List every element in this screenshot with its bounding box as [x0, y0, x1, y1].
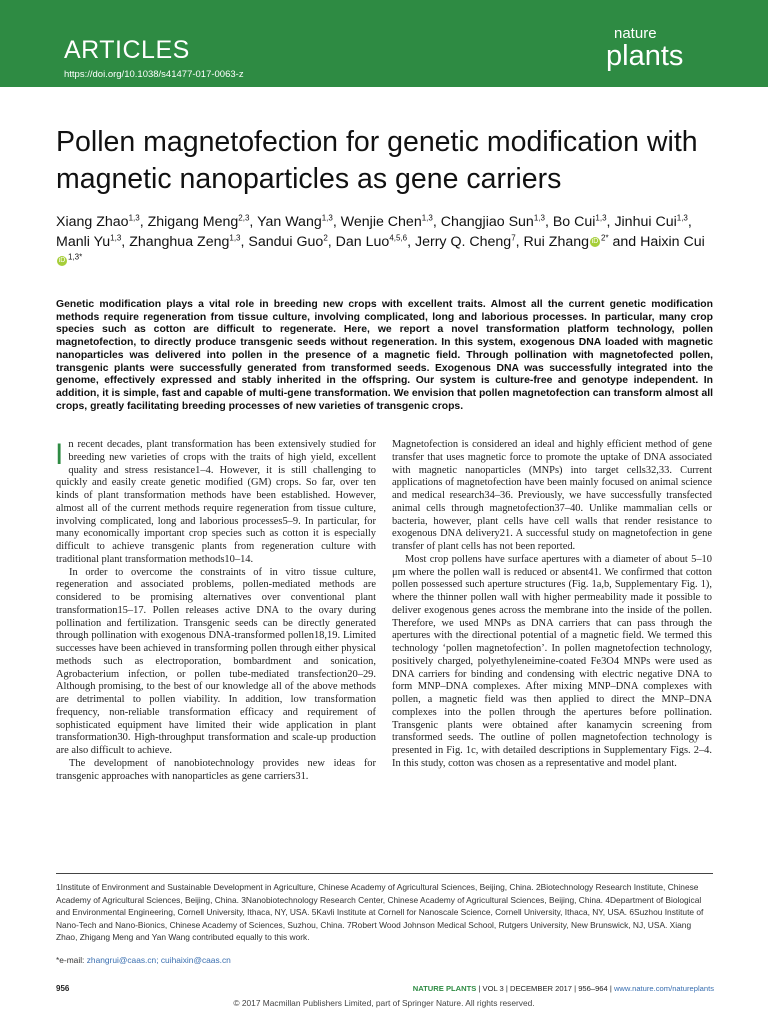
author-affiliation: 4,5,6 — [389, 232, 408, 242]
author-affiliation: 1,3 — [110, 232, 122, 242]
author-name: Jerry Q. Cheng — [415, 233, 512, 250]
email-label: *e-mail: — [56, 955, 87, 965]
body-column-left — [56, 439, 376, 783]
journal-logo-top: nature — [614, 25, 657, 42]
drop-cap: I — [55, 438, 64, 471]
author-affiliation: 1,3 — [321, 213, 333, 223]
author-affiliation: 1,3 — [595, 213, 607, 223]
body-paragraph: Most crop pollens have surface apertures with a diameter of about 5–10 μm where the pollen wall is reduced or absent41. We confirmed that cotton pollen possessed such aperture structures (Fig. 1a,b, Supplementary Fig. 1), where the thinner pollen wall with higher permeability made it possible to deliver exogenous genes across the membrane into the inside of the pollen. Therefore, we used MNPs as DNA carriers that can pass through the apertures with the directional potential of a magnetic field. We termed this technology ‘pollen magnetofection’. In pollen magnetofection technology, positively charged, polyethyleneimine-coated Fe3O4 MNPs were used as DNA carriers for binding and condensing with electric negative DNA to form MNP–DNA complexes. After mixing MNP–DNA complexes with pollen, a magnetic field was then applied to direct the MNP–DNA complexes into the pollen through the apertures before pollination. Transgenic plants were obtained after kanamycin screening from transformed seeds. The outline of pollen magnetofection technology is presented in Fig. 1c, with detailed descriptions in Supplementary Figs. 2–4. In this study, cotton was chosen as a representative and model plant. — [392, 553, 712, 769]
body-paragraph: In order to overcome the constraints of in vitro tissue culture, regeneration and associated problems, pollen-mediated methods are considered to be promising alternatives over conventional plant transformation15–17. Pollen releases active DNA to the ovary during pollination and fertilization. Transgenic seeds can be directly generated through pollination with exogenous DNA-transformed pollen18,19. Limited successes have been achieved in transforming pollen through either physical methods such as electroporation, bombardment and sonication, Agrobacterium infection, or pollen tube-mediated transfection20–29. Although promising, to the best of our knowledge all of the above methods are detrimental to pollen viability. In addition, low transformation frequency, non-reliable transformation efficacy and requirement of sophisticated equipment have limited their wide application in plant transformation30. High-throughput transformation and scale-up production are also difficult to achieve. — [56, 566, 376, 756]
author-list: Xiang Zhao$^{1,3}$, Zhigang Meng$^{2,3}$, Yan Wang$^{1,3}$, Wenjie Chen$^{1,3}$, Changjiao Sun$^{1,3}$, Bo Cui$^{1,3}$, Jinhui Cui$^{1,3}$, Manli Yu$^{1,3}$, Zhanghua Zeng$^{1,3}$, Sandui Guo$^2$, Dan Luo$^{4,5,6}$, Jerry Q. Cheng$^7$, Rui Zhang iD $^{2*}$ and Haixin CuiiD $^{1,3*}$ — [56, 213, 705, 265]
page-number: 956 — [56, 984, 70, 993]
author-affiliation: 2,3 — [238, 213, 250, 223]
author-name: Zhanghua Zeng — [129, 233, 230, 250]
orcid-icon[interactable]: iD — [58, 257, 66, 265]
journal-logo — [606, 25, 716, 81]
doi-link[interactable]: https://doi.org/10.1038/s41477-017-0063-z — [64, 69, 244, 80]
email-links[interactable]: zhangrui@caas.cn; cuihaixin@caas.cn — [86, 955, 231, 965]
author-affiliation: 1,3 — [421, 213, 433, 223]
author-affiliation: 1,3 — [533, 213, 545, 223]
author-affiliation: 7 — [511, 232, 516, 242]
author-name: Sandui Guo — [248, 233, 324, 250]
author-name: Jinhui Cui — [614, 214, 677, 230]
journal-logo-bottom: plants — [606, 40, 684, 72]
footer-citation: | VOL 3 | DECEMBER 2017 | 956–964 | — [476, 984, 614, 993]
orcid-icon[interactable]: iD — [591, 237, 599, 245]
author-name: Rui Zhang — [523, 233, 590, 250]
author-affiliation: 1,3 — [128, 213, 140, 223]
author-name: Haixin Cui — [640, 233, 705, 250]
paragraph-text: n recent decades, plant transformation has been extensively studied for breeding new varieties of crops with the traits of high yield, excellent quality and stress resistance1–4. However, it is still challenging to quickly and easily create genetic modified (GM) crops. So far, over ten kinds of plant transformation methods have been established. However, almost all of the current methods require regeneration from tissue culture, involving complicated, long and laborious processes5–9. In particular, for many economically important crop species such as cotton it is especially difficult to achieve transgenic plants from regeneration culture with traditional plant transformation methods10–14. — [56, 439, 376, 565]
section-label: ARTICLES — [64, 36, 190, 64]
body-paragraph: Magnetofection is considered an ideal and highly efficient method of gene transfer that uses magnetic force to promote the uptake of DNA associated with magnetic nanoparticles (MNPs) into target cells32,33. Current applications of magnetofection have been mainly focused on animal science and medical research34–36. Previously, we have successfully transfected animal cells through magnetofection37–40. Unlike mammalian cells or bacteria, however, plant cells have cell walls that render resistance to exogenous DNA delivery21. A successful study on magnetofection in gene transfer of plant cells has not been reported. — [392, 439, 712, 552]
author-affiliation: 1,3 — [676, 213, 688, 223]
footer-journal-name: NATURE PLANTS — [412, 984, 477, 993]
author-name: Xiang Zhao — [56, 214, 129, 230]
article-title: Pollen magnetofection for genetic modification with magnetic nanoparticles as gene carriers — [56, 126, 698, 195]
body-paragraph — [56, 439, 376, 567]
author-name: Yan Wang — [257, 214, 322, 230]
author-affiliation: 1,3* — [68, 252, 83, 262]
copyright-notice: © 2017 Macmillan Publishers Limited, part of Springer Nature. All rights reserved. — [233, 998, 535, 1008]
header-banner — [0, 0, 768, 87]
abstract: Genetic modification plays a vital role in breeding new crops with excellent traits. Almost all the current genetic modification methods require regeneration from tissue culture, involving complicated, long and laborious processes. In particular, many crop species such as cotton are difficult to regenerate. Here, we report a novel transformation platform technology, pollen magnetofection, to directly produce transgenic seeds without regeneration. In this system, exogenous DNA loaded with magnetic nanoparticles was delivered into pollen in the presence of a magnetic field. Through pollination with magnetofected pollen, transgenic plants were successfully generated from transformed seeds. Exogenous DNA was successfully integrated into the genome, effectively expressed and stably inherited in the offspring. Our system is culture-free and genotype independent. In addition, it is simple, fast and capable of multi-gene transformation. We envision that pollen magnetofection can transform almost all crops, greatly facilitating breeding processes of new varieties of transgenic crops. — [56, 299, 713, 412]
author-name: Bo Cui — [552, 214, 596, 230]
correspondence-email — [56, 955, 231, 965]
author-affiliation: 1,3 — [229, 232, 241, 242]
author-affiliation: 2 — [323, 232, 328, 242]
body-column-right — [392, 439, 712, 771]
affiliations: 1Institute of Environment and Sustainable Development in Agriculture, Chinese Academy of Agricultural Sciences, Beijing, China. 2Biotechnology Research Institute, Chinese Academy of Agricultural Sciences, Beijing, China. 3Nanobiotechnology Research Center, Chinese Academy of Agricultural Sciences, Beijing, China. 4Department of Biological and Environmental Engineering, Cornell University, Ithaca, NY, USA. 5Kavli Institute at Cornell for Nanoscale Science, Cornell University, Ithaca, NY, USA. 6Suzhou Institute of Nano-Tech and Nano-Bionics, Chinese Academy of Sciences, Suzhou, China. 7Robert Wood Johnson Medical School, Rutgers University, New Brunswick, NJ, USA. Xiang Zhao, Zhigang Meng and Yan Wang contributed equally to this work. — [56, 882, 704, 943]
author-name: Changjiao Sun — [440, 214, 534, 230]
body-paragraph: The development of nanobiotechnology provides new ideas for transgenic approaches with nanoparticles as gene carriers31. — [56, 757, 376, 782]
footnote-divider — [56, 873, 713, 874]
author-name: Zhigang Meng — [147, 214, 239, 230]
author-name: Dan Luo — [335, 233, 390, 250]
author-name: Wenjie Chen — [340, 214, 422, 230]
author-name: Manli Yu — [56, 233, 111, 250]
journal-citation — [413, 984, 714, 993]
author-affiliation: 2* — [601, 232, 609, 242]
journal-url-link[interactable]: www.nature.com/natureplants — [613, 984, 714, 993]
